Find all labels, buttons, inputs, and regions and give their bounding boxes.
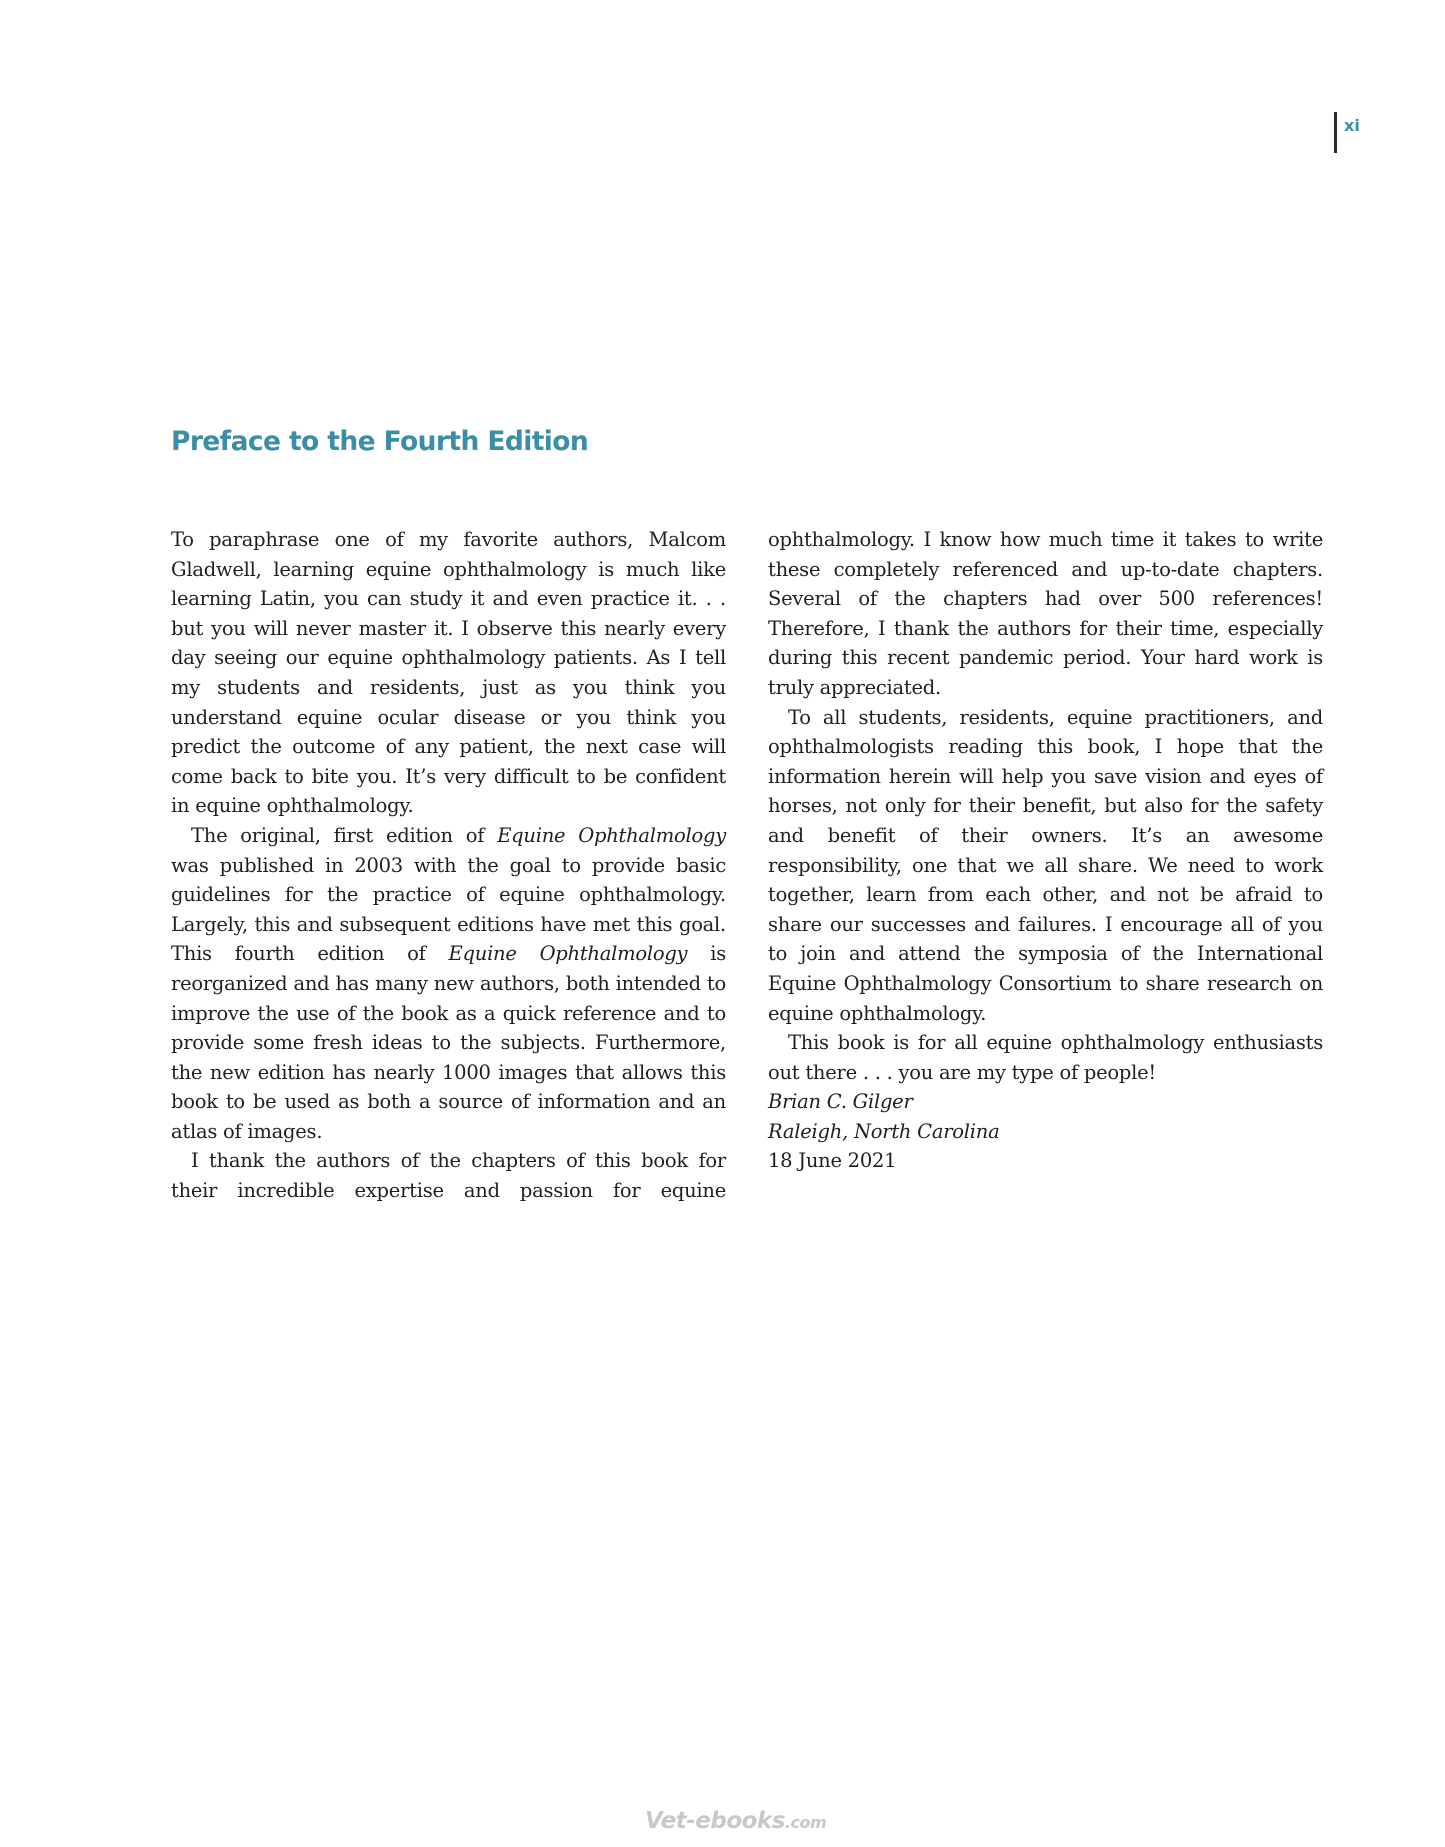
book-title-italic: Equine Ophthalmology bbox=[497, 823, 726, 847]
paragraph-first-edition bbox=[171, 821, 726, 1147]
paragraph-enthusiasts: This book is for all equine ophthalmology enthusiasts out there . . . you are my type of people! bbox=[768, 1031, 1323, 1084]
book-title-italic: Equine Ophthalmology bbox=[448, 942, 688, 966]
text-run: The original, first edition of bbox=[191, 823, 498, 847]
paragraph-intro: To paraphrase one of my favorite authors, Malcom Gladwell, learning equine ophthalmology is much like learning Latin, you can study it and even practice it. . . but you will never master it. I observe this nearly every day seeing our equine ophthalmology patients. As I tell my students and residents, just as you think you understand equine ocular disease or you think you predict the outcome of any patient, the next case will come back to bite you. It’s very difficult to be confident in equine ophthalmology. bbox=[171, 528, 726, 818]
page-number: xi bbox=[1344, 116, 1360, 135]
text-run: is reorganized and has many new authors, both intended to improve the use of the book as a quick reference and to provide some fresh ideas to the subjects. Furthermore, the new edition has nearly 1000 images that allows this book to be used as both a source of information and an atlas of images. bbox=[171, 942, 726, 1143]
watermark-suffix: .com bbox=[784, 1813, 827, 1832]
signature-date: 18 June 2021 bbox=[768, 1149, 897, 1173]
page-title: Preface to the Fourth Edition bbox=[171, 426, 589, 457]
page-marker-bar bbox=[1334, 112, 1337, 153]
right-column bbox=[768, 525, 1323, 1176]
left-column bbox=[171, 525, 726, 1206]
paragraph-students: To all students, residents, equine practitioners, and ophthalmologists reading this book, I hope that the information herein will help you save vision and eyes of horses, not only for their benefit, but also for the safety and benefit of their owners. It’s an awesome responsibility, one that we all share. We need to work together, learn from each other, and not be afraid to share our successes and failures. I encourage all of you to join and attend the symposia of the International Equine Ophthalmology Consortium to share research on equine ophthalmology. bbox=[768, 705, 1323, 1025]
page-marker bbox=[1334, 112, 1360, 153]
signature-name: Brian C. Gilger bbox=[768, 1090, 913, 1114]
paragraph-thanks-authors: I thank the authors of the chapters of this book for their incredible expertise and passion for equine bbox=[171, 1149, 726, 1203]
watermark-brand: Vet-ebooks bbox=[645, 1808, 785, 1834]
text-run: was published in 2003 with the goal to provide basic guidelines for the practice of equine ophthalmology. Largely, this and subsequent editions have met this goal. This fourth edition of bbox=[171, 853, 726, 966]
signature-place: Raleigh, North Carolina bbox=[768, 1119, 1000, 1143]
watermark-logo bbox=[645, 1808, 826, 1834]
paragraph-thanks-continued: ophthalmology. I know how much time it takes to write these completely referenced and up-to-date chapters. Several of the chapters had over 500 references! Therefore, I thank the authors for their time, especially during this recent pandemic period. Your hard work is truly appreciated. bbox=[768, 528, 1323, 699]
